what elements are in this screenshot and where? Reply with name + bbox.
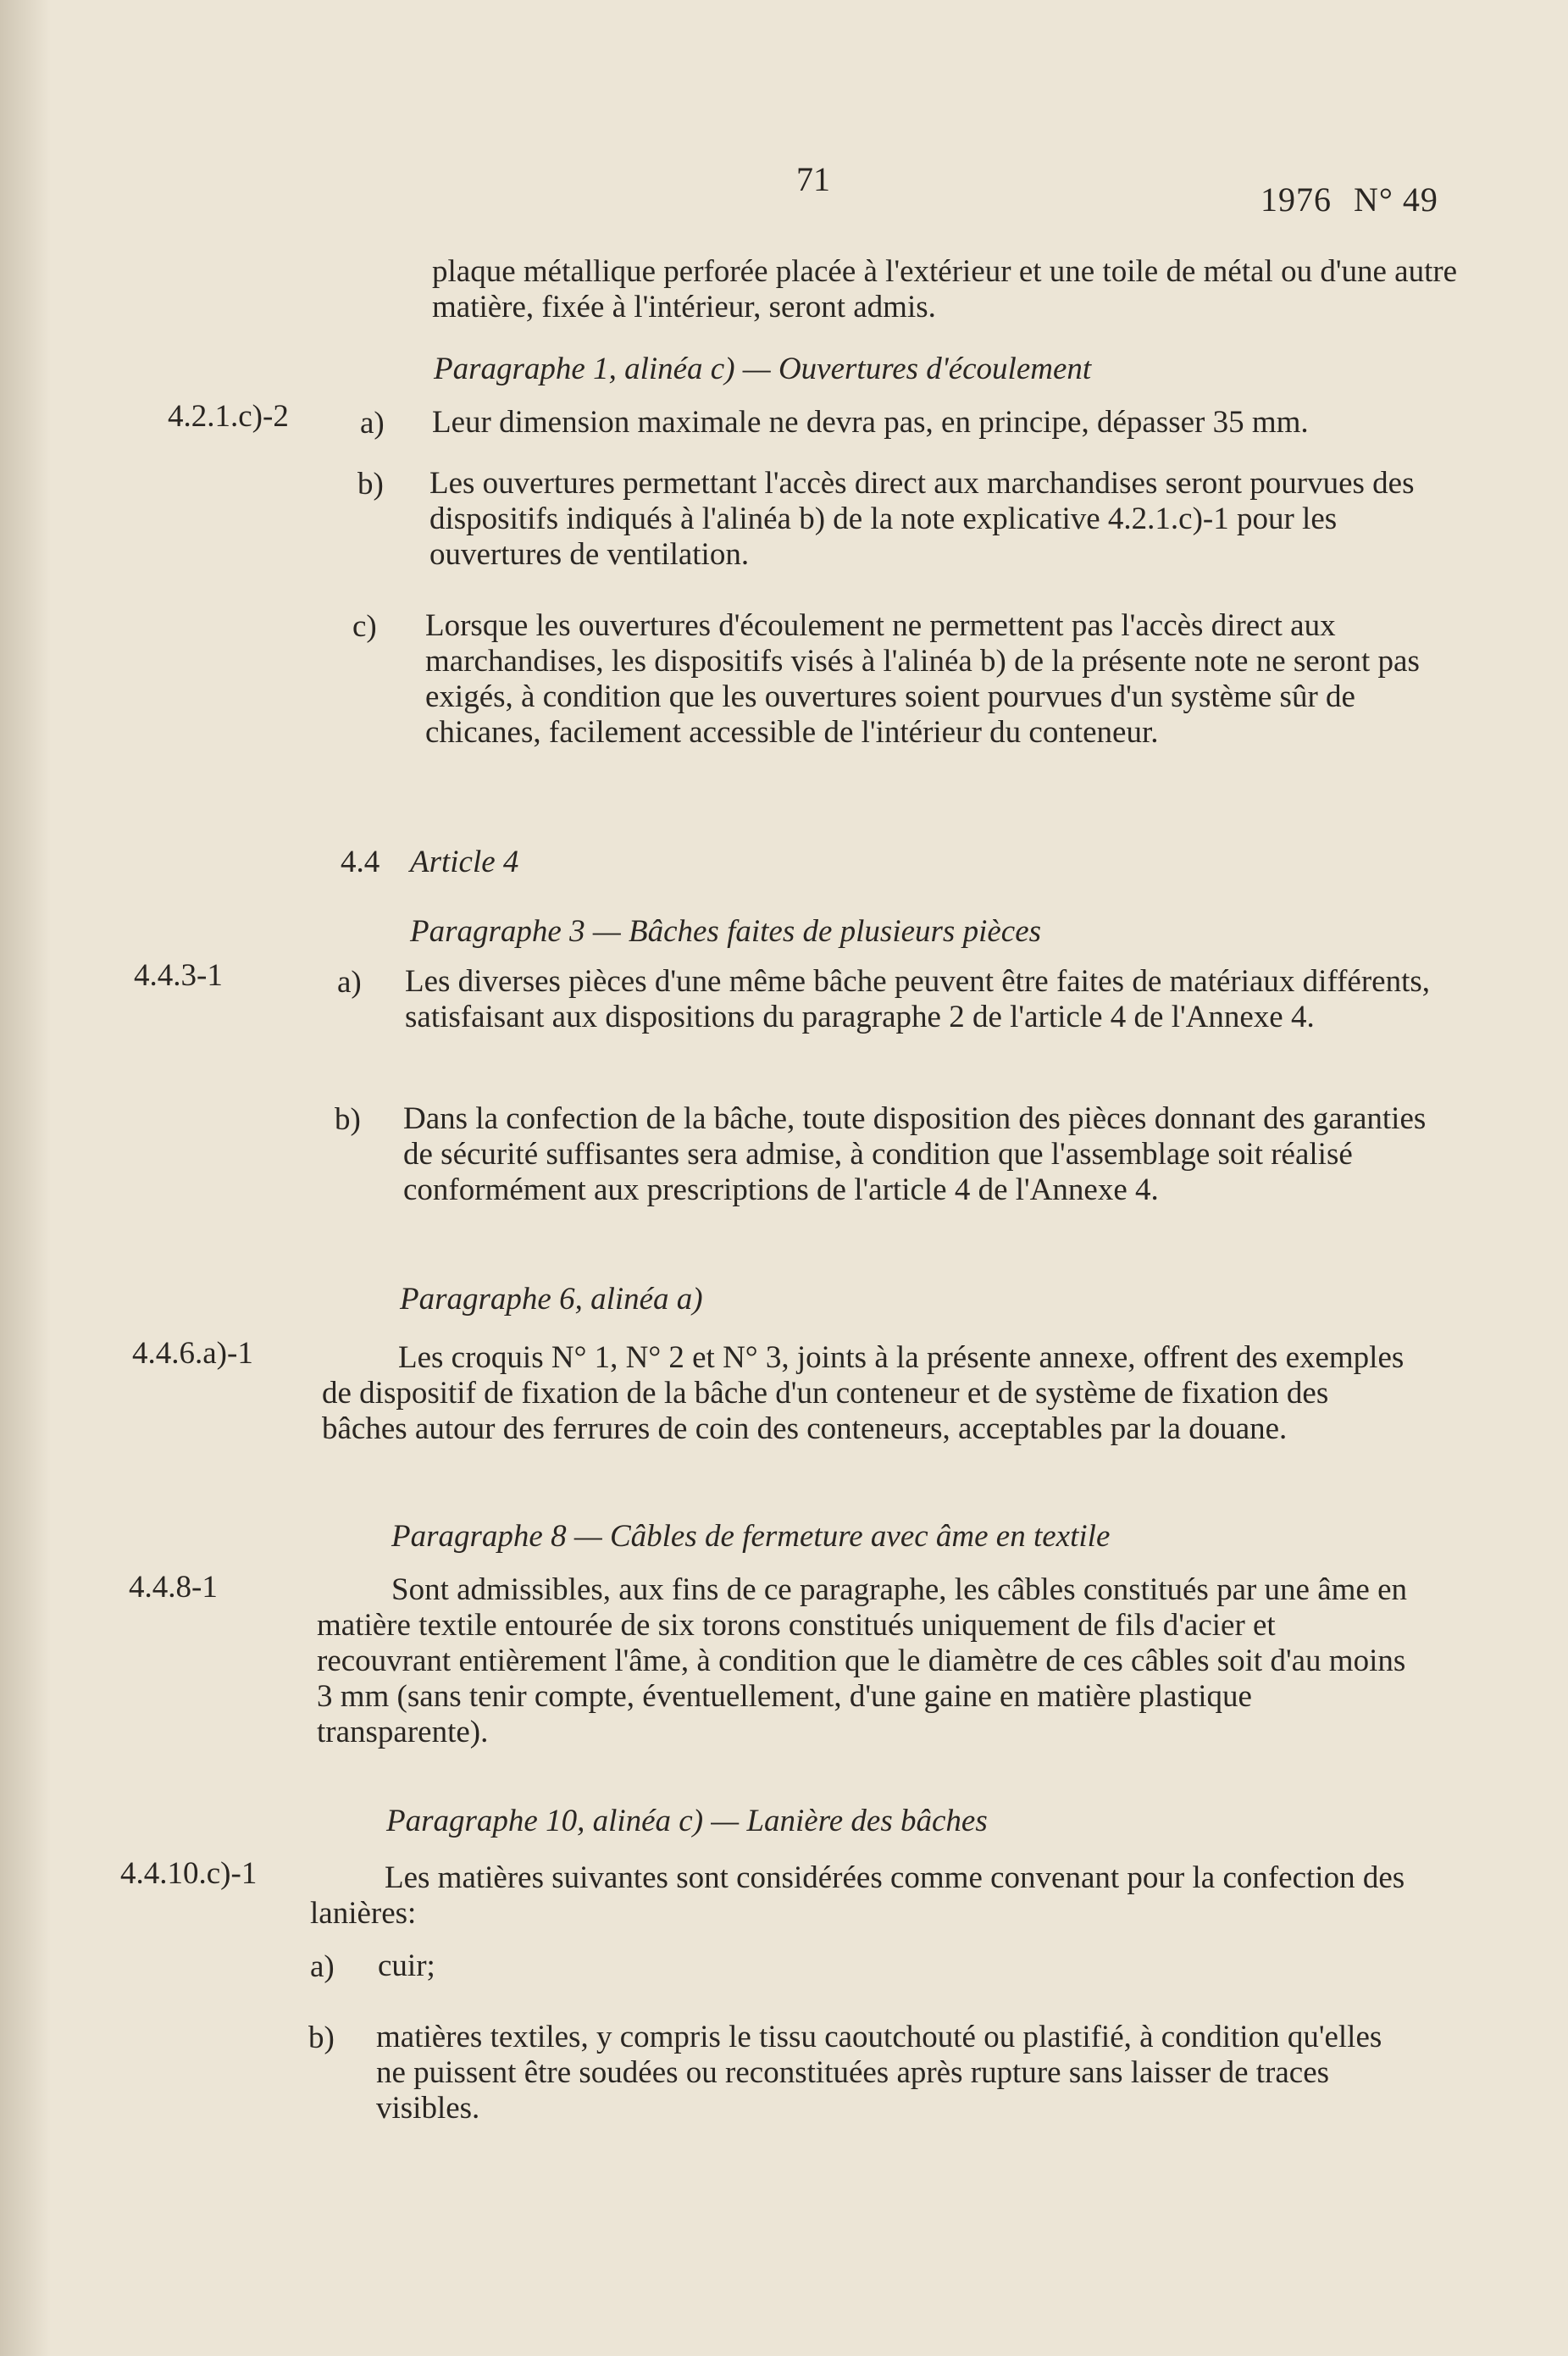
section-heading-baches-plusieurs-pieces: Paragraphe 3 — Bâches faites de plusieurs pièces (410, 914, 1042, 949)
item-letter: a) (360, 406, 385, 441)
item-letter: b) (308, 2021, 335, 2055)
item-letter: b) (357, 467, 384, 502)
item-text: Les diverses pièces d'une même bâche peuvent être faites de matériaux différents, satisfaisant aux dispositions du paragraphe 2 de l'article 4 de l'Annexe 4. (405, 964, 1431, 1034)
article-number: 4.4 (341, 845, 380, 879)
item-text: matières textiles, y compris le tissu caoutchouté ou plastifié, à condition qu'elles ne puissent être soudées ou reconstituées après rupture sans laisser de traces visibles. (376, 2020, 1382, 2126)
note-text-4-4-10: Les matières suivantes sont considérées comme convenant pour la confection des lanières: (310, 1860, 1405, 1931)
section-heading-cables-fermeture: Paragraphe 8 — Câbles de fermeture avec âme en textile (391, 1519, 1111, 1554)
item-letter: c) (352, 609, 377, 644)
page-number: 71 (796, 160, 830, 198)
section-heading-paragraphe-6: Paragraphe 6, alinéa a) (400, 1282, 703, 1317)
section-heading-ouvertures-ecoulement: Paragraphe 1, alinéa c) — Ouvertures d'écoulement (434, 352, 1092, 386)
note-text-4-4-6: Les croquis N° 1, N° 2 et N° 3, joints à la présente annexe, offrent des exemples de dispositif de fixation de la bâche d'un conteneur et de système de fixation des bâches autour des ferrures de coin des conteneurs, acceptables par la douane. (322, 1340, 1405, 1446)
section-heading-laniere-baches: Paragraphe 10, alinéa c) — Lanière des bâches (386, 1804, 988, 1838)
year: 1976 (1260, 180, 1332, 219)
item-text: Leur dimension maximale ne devra pas, en principe, dépasser 35 mm. (432, 405, 1309, 440)
item-text: Dans la confection de la bâche, toute disposition des pièces donnant des garanties de sécurité suffisantes sera admise, à condition que l'assemblage soit réalisé conformément aux prescriptions de l'article 4 de l'Annexe 4. (403, 1101, 1427, 1207)
note-label-4-4-10-c-1: 4.4.10.c)-1 (120, 1856, 258, 1891)
intro-paragraph: plaque métallique perforée placée à l'extérieur et une toile de métal ou d'une autre matière, fixée à l'intérieur, seront admis. (432, 254, 1458, 324)
item-text: Les ouvertures permettant l'accès direct aux marchandises seront pourvues des dispositifs indiqués à l'alinéa b) de la note explicative 4.2.1.c)-1 pour les ouvertures de ventilation. (429, 466, 1415, 572)
note-label-4-4-6-a-1: 4.4.6.a)-1 (132, 1336, 253, 1371)
note-text-4-4-8: Sont admissibles, aux fins de ce paragraphe, les câbles constitués par une âme en matière textile entourée de six torons constitués uniquement de fils d'acier et recouvrant entièrement l'âme, à condition que le diamètre de ces câbles soit d'au moins 3 mm (sans tenir compte, éventuellement, d'une gaine en matière plastique transparente). (317, 1572, 1408, 1749)
item-letter: b) (335, 1102, 361, 1137)
note-label-4-2-1-c-2: 4.2.1.c)-2 (168, 399, 289, 434)
book-binding-shadow (0, 0, 51, 2356)
item-letter: a) (310, 1949, 335, 1984)
item-text: cuir; (378, 1949, 435, 1983)
note-label-4-4-8-1: 4.4.8-1 (129, 1570, 218, 1605)
item-letter: a) (337, 965, 362, 1000)
document-reference (1260, 180, 1438, 219)
note-label-4-4-3-1: 4.4.3-1 (134, 958, 223, 993)
article-title: Article 4 (410, 845, 519, 879)
item-text: Lorsque les ouvertures d'écoulement ne permettent pas l'accès direct aux marchandises, les dispositifs visés à l'alinéa b) de la présente note ne seront pas exigés, à condition que les ouvertures soient pourvues d'un système sûr de chicanes, facilement accessible de l'intérieur du conteneur. (425, 608, 1420, 750)
document-number: N° 49 (1354, 180, 1438, 219)
